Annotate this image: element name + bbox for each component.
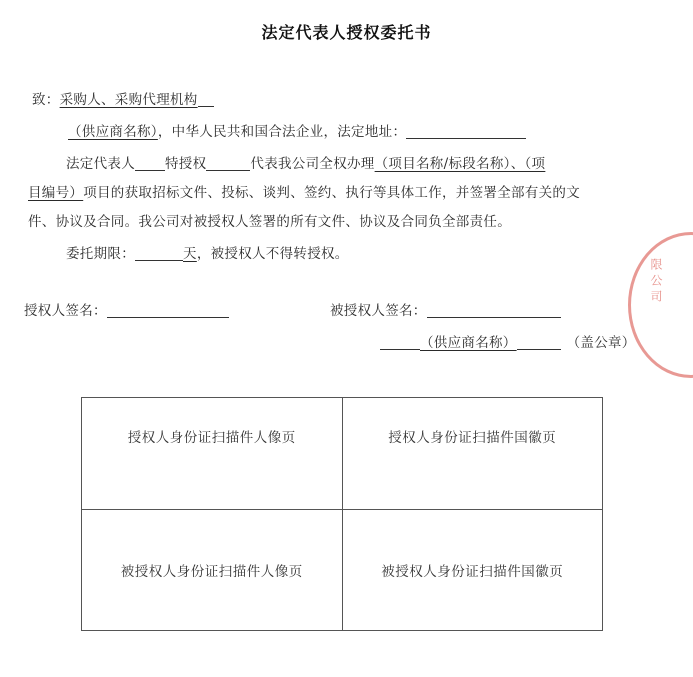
grantee-signature [330,299,561,319]
paragraph-1-text: ，中华人民共和国合法企业，法定地址： [157,124,407,140]
id-scan-grid [81,397,603,631]
project-name-placeholder: （项目名称/标段名称）、（项 [374,156,546,172]
document-title: 法定代表人授权委托书 [261,23,432,42]
grantee-id-front-cell: 被授权人身份证扫描件人像页 [82,509,343,630]
grantee-blank [206,156,250,171]
paragraph-2-line-2 [28,181,580,201]
paragraph-2-line-1 [66,152,545,172]
supplier-stamp-line [380,331,636,351]
period-text: ，被授权人不得转授权。 [196,246,349,262]
recipient-name: 采购人、采购代理机构 [59,92,198,108]
official-seal-label: （盖公章） [566,335,636,351]
grantor-signature-blank [107,303,229,318]
legal-address-blank [406,124,526,139]
period-days-blank [135,246,183,261]
paragraph-2-line-3: 件、协议及合同。我公司对被授权人签署的所有文件、协议及合同负全部责任。 [28,214,511,230]
grantee-id-back-cell: 被授权人身份证扫描件国徽页 [342,509,603,630]
seal-text: 限公司 [649,258,663,306]
recipient-blank [198,92,214,107]
id-grid-row-grantee [82,509,603,630]
supplier-stamp-blank-right [517,335,561,350]
grantor-id-back-cell: 授权人身份证扫描件国徽页 [342,398,603,510]
supplier-name-placeholder: （供应商名称） [68,124,158,140]
id-grid-row-grantor [82,398,603,510]
period-label: 委托期限： [66,246,135,262]
grantee-signature-label: 被授权人签名： [330,303,427,319]
authorize-label: 特授权 [165,156,207,172]
supplier-stamp-name: （供应商名称） [420,335,517,351]
period-line [66,242,349,262]
supplier-stamp-blank-left [380,335,420,350]
recipient-prefix: 致： [32,92,60,108]
legal-rep-label: 法定代表人 [66,156,135,172]
grantee-signature-blank [427,303,561,318]
period-unit: 天 [183,246,197,262]
grantor-id-front-cell: 授权人身份证扫描件人像页 [82,398,343,510]
full-authority-label: 代表我公司全权办理 [250,156,375,172]
legal-rep-blank [135,156,165,171]
paragraph-2-line-2-text: 项目的获取招标文件、投标、谈判、签约、执行等具体工作，并签署全部有关的文 [83,185,581,201]
grantor-signature [24,299,229,319]
paragraph-1 [68,120,526,140]
recipient-line [32,88,214,108]
grantor-signature-label: 授权人签名： [24,303,107,319]
project-number-placeholder: 目编号） [28,185,84,201]
